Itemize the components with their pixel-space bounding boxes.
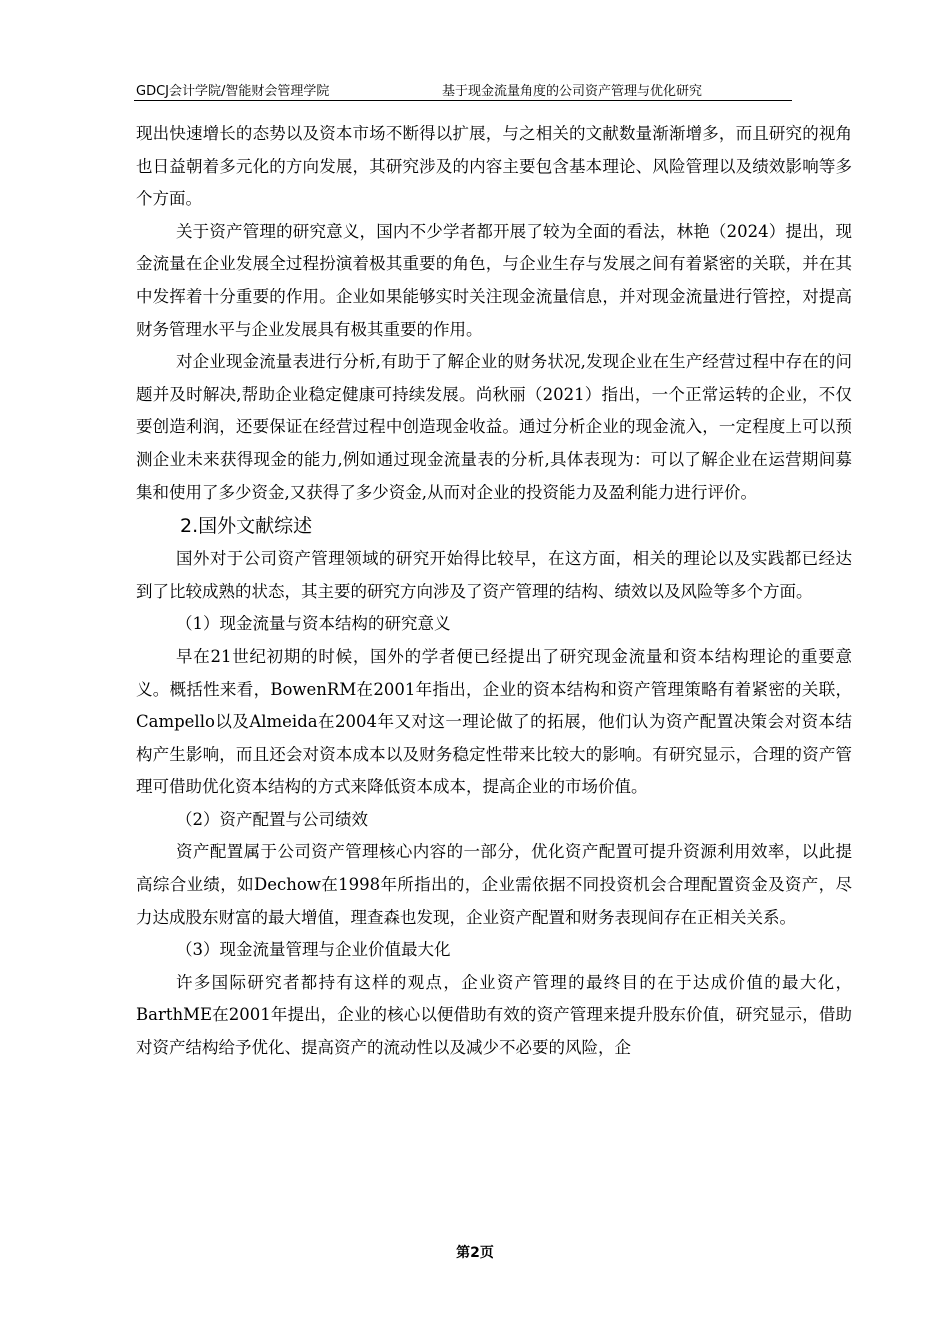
page-header <box>134 78 792 101</box>
paragraph-domestic-significance: 关于资产管理的研究意义，国内不少学者都开展了较为全面的看法，林艳（2024）提出，现金流量在企业发展全过程扮演着极其重要的角色，与企业生存与发展之间有着紧密的关联，并在其中发挥着十分重要的作用。企业如果能够实时关注现金流量信息，并对现金流量进行管控，对提高财务管理水平与企业发展具有极其重要的作用。 <box>136 221 852 339</box>
subheading-cash-flow-capital-structure: （1）现金流量与资本结构的研究意义 <box>176 614 451 634</box>
page-number: 第2页 <box>456 1245 494 1261</box>
page-body <box>136 118 852 1065</box>
header-institution: GDCJ会计学院/智能财会管理学院 <box>136 84 330 99</box>
header-thesis-title: 基于现金流量角度的公司资产管理与优化研究 <box>442 84 703 99</box>
paragraph-continuation: 现出快速增长的态势以及资本市场不断得以扩展，与之相关的文献数量渐渐增多，而且研究的视角也日益朝着多元化的方向发展，其研究涉及的内容主要包含基本理论、风险管理以及绩效影响等多个方面。 <box>136 124 852 209</box>
paragraph-value-maximization: 许多国际研究者都持有这样的观点，企业资产管理的最终目的在于达成价值的最大化，BarthME在2001年提出，企业的核心以便借助有效的资产管理来提升股东价值，研究显示，借助对资产结构给予优化、提高资产的流动性以及减少不必要的风险，企 <box>136 972 852 1058</box>
paragraph-asset-allocation: 资产配置属于公司资产管理核心内容的一部分，优化资产配置可提升资源利用效率，以此提高综合业绩，如Dechow在1998年所指出的，企业需依据不同投资机会合理配置资金及资产，尽力达成股东财富的最大增值，理查森也发现，企业资产配置和财务表现间存在正相关关系。 <box>136 842 852 927</box>
paragraph-capital-structure: 早在21世纪初期的时候，国外的学者便已经提出了研究现金流量和资本结构理论的重要意义。概括性来看，BowenRM在2001年指出，企业的资本结构和资产管理策略有着紧密的关联，Campello以及Almeida在2004年又对这一理论做了的拓展，他们认为资产配置决策会对资本结构产生影响，而且还会对资本成本以及财务稳定性带来比较大的影响。有研究显示，合理的资产管理可借助优化资本结构的方式来降低资本成本，提高企业的市场价值。 <box>136 646 852 797</box>
subheading-asset-allocation: （2）资产配置与公司绩效 <box>176 809 368 829</box>
section-heading-foreign-literature: 2.国外文献综述 <box>180 515 313 538</box>
paragraph-foreign-overview: 国外对于公司资产管理领域的研究开始得比较早，在这方面，相关的理论以及实践都已经达到了比较成熟的状态，其主要的研究方向涉及了资产管理的结构、绩效以及风险等多个方面。 <box>136 549 852 601</box>
paragraph-cash-flow-analysis: 对企业现金流量表进行分析,有助于了解企业的财务状况,发现企业在生产经营过程中存在的问题并及时解决,帮助企业稳定健康可持续发展。尚秋丽（2021）指出，一个正常运转的企业，不仅要创造利润，还要保证在经营过程中创造现金收益。通过分析企业的现金流入，一定程度上可以预测企业未来获得现金的能力,例如通过现金流量表的分析,具体表现为：可以了解企业在运营期间募集和使用了多少资金,又获得了多少资金,从而对企业的投资能力及盈利能力进行评价。 <box>136 352 852 502</box>
subheading-value-maximization: （3）现金流量管理与企业价值最大化 <box>176 940 451 960</box>
